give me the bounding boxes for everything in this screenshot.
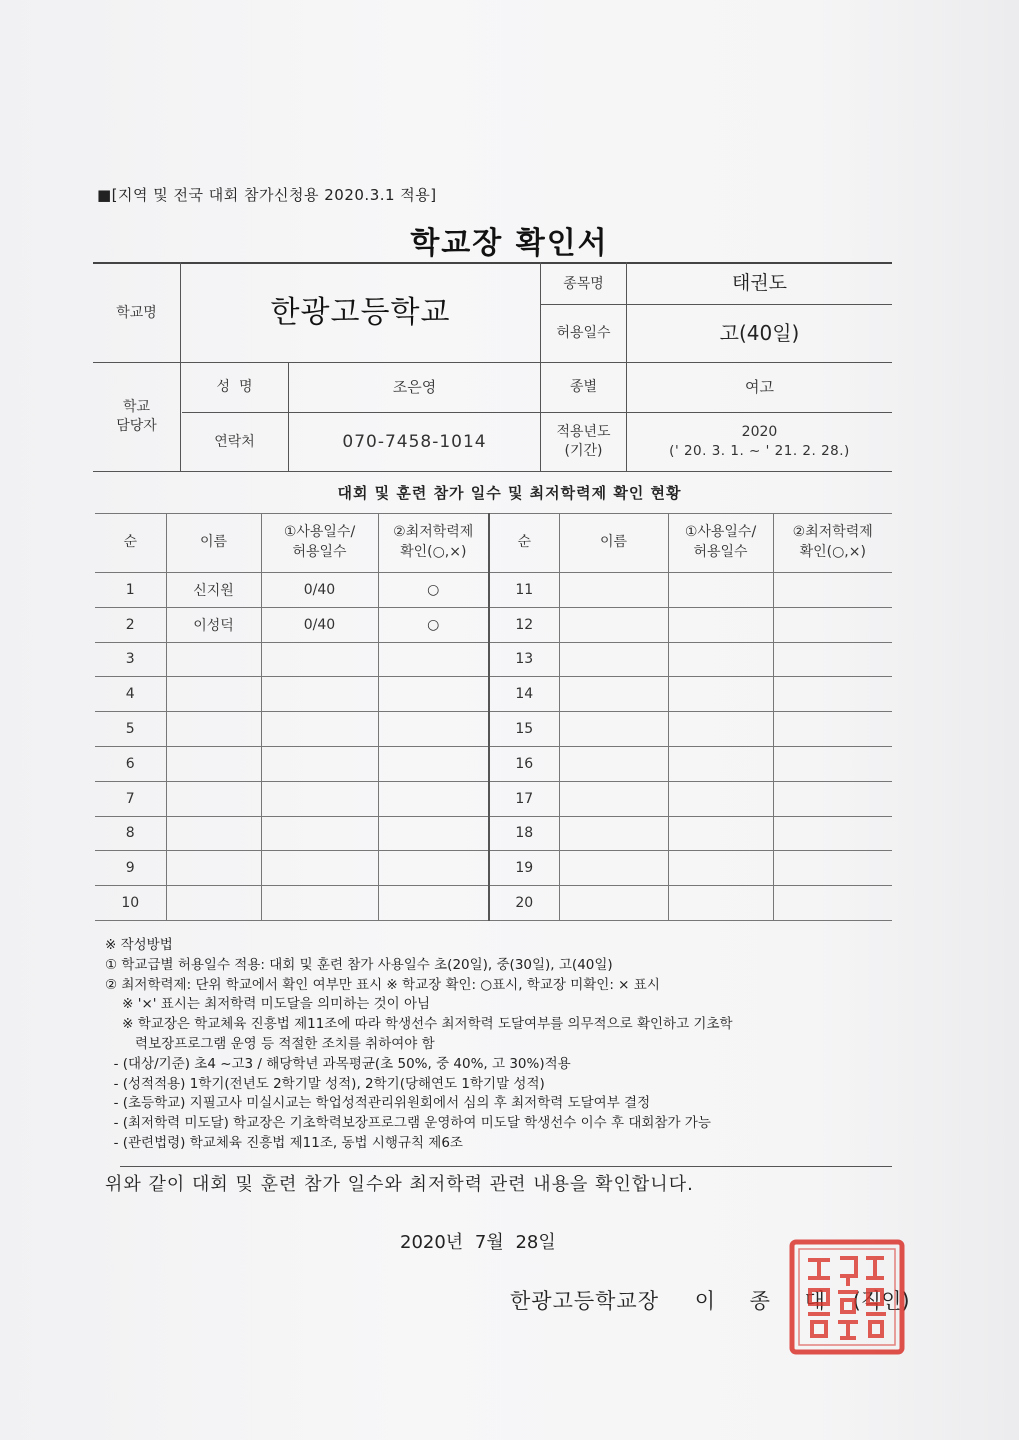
min-score-check: ○	[378, 573, 489, 608]
student-name	[559, 573, 668, 608]
contact-label: 연락처	[214, 433, 255, 450]
used-days: 0/40	[261, 573, 378, 608]
category-value: 여고	[745, 378, 774, 397]
min-score-check	[378, 642, 489, 677]
table-row	[95, 677, 892, 712]
min-score-check	[378, 851, 489, 886]
min-score-check	[378, 816, 489, 851]
note-line: ② 최저학력제: 단위 학교에서 확인 여부만 표시 ※ 학교장 확인: ○표시, 학교장 미확인: × 표시	[105, 976, 660, 993]
student-name	[166, 642, 261, 677]
row-no: 18	[489, 816, 559, 851]
used-days	[668, 642, 773, 677]
min-score-check	[378, 781, 489, 816]
student-name	[559, 712, 668, 747]
student-name	[166, 746, 261, 781]
student-name	[559, 746, 668, 781]
table-row	[95, 851, 892, 886]
min-score-check	[378, 746, 489, 781]
used-days	[261, 781, 378, 816]
row-no: 10	[95, 886, 166, 921]
student-name	[559, 886, 668, 921]
used-days	[668, 851, 773, 886]
row-no: 7	[95, 781, 166, 816]
used-days	[668, 746, 773, 781]
student-name	[559, 851, 668, 886]
row-no: 4	[95, 677, 166, 712]
apply-year-label: 적용년도 (기간)	[556, 424, 611, 459]
student-name	[559, 816, 668, 851]
signer-seal-label: (직인)	[852, 1289, 910, 1313]
min-score-check	[773, 816, 892, 851]
min-score-check: ○	[378, 607, 489, 642]
table-row	[95, 573, 892, 608]
row-no: 17	[489, 781, 559, 816]
min-score-check	[773, 712, 892, 747]
row-no: 8	[95, 816, 166, 851]
official-seal-stamp	[788, 1238, 906, 1356]
min-score-check	[773, 781, 892, 816]
used-days	[261, 851, 378, 886]
student-name	[166, 677, 261, 712]
school-name-value: 한광고등학교	[270, 294, 451, 330]
table-row	[95, 607, 892, 642]
used-days	[261, 886, 378, 921]
header-no: 순	[489, 514, 559, 573]
student-name	[166, 851, 261, 886]
used-days	[668, 712, 773, 747]
used-days	[668, 573, 773, 608]
row-no: 12	[489, 607, 559, 642]
used-days	[668, 816, 773, 851]
apply-year-period: (' 20. 3. 1. ~ ' 21. 2. 28.)	[669, 443, 850, 460]
used-days	[261, 816, 378, 851]
form-header-note: ■[지역 및 전국 대회 참가신청용 2020.3.1 적용]	[97, 186, 437, 204]
section-title: 대회 및 훈련 참가 일수 및 최저학력제 확인 현황	[337, 484, 682, 502]
header-min-score: ②최저학력제 확인(○,×)	[378, 514, 489, 573]
used-days	[668, 607, 773, 642]
table-row	[95, 816, 892, 851]
row-no: 20	[489, 886, 559, 921]
writing-instructions	[105, 936, 733, 1154]
confirmation-statement: 위와 같이 대회 및 훈련 참가 일수와 최저학력 관련 내용을 확인합니다.	[105, 1174, 694, 1195]
note-line: ※ '×' 표시는 최저학력 미도달을 의미하는 것이 아님	[105, 996, 431, 1013]
used-days	[261, 712, 378, 747]
min-score-check	[773, 642, 892, 677]
table-row	[95, 886, 892, 921]
row-no: 9	[95, 851, 166, 886]
note-line: - (관련법령) 학교체육 진흥법 제11조, 동법 시행규칙 제6조	[105, 1134, 463, 1151]
row-no: 6	[95, 746, 166, 781]
signer-school: 한광고등학교장	[510, 1289, 660, 1313]
student-name	[166, 712, 261, 747]
allowed-days-label: 허용일수	[556, 325, 611, 342]
used-days	[261, 642, 378, 677]
student-name: 신지원	[166, 573, 261, 608]
signer-name: 이 종 대	[694, 1289, 839, 1313]
row-no: 16	[489, 746, 559, 781]
row-no: 13	[489, 642, 559, 677]
row-no: 14	[489, 677, 559, 712]
min-score-check	[773, 851, 892, 886]
header-name: 이름	[559, 514, 668, 573]
row-no: 11	[489, 573, 559, 608]
used-days	[668, 886, 773, 921]
min-score-check	[773, 746, 892, 781]
table-header-row	[95, 514, 892, 573]
header-used-days: ①사용일수/ 허용일수	[668, 514, 773, 573]
note-line: ① 학교급별 허용일수 적용: 대회 및 훈련 참가 사용일수 초(20일), 중(30일), 고(40일)	[105, 956, 613, 973]
apply-year-cell	[627, 413, 892, 471]
note-line: - (대상/기준) 초4 ~고3 / 해당학년 과목평균(초 50%, 중 40%, 고 30%)적용	[105, 1055, 571, 1072]
row-no: 1	[95, 573, 166, 608]
note-line: - (초등학교) 지필고사 미실시교는 학업성적관리위원회에서 심의 후 최저학력 도달여부 결정	[105, 1095, 651, 1112]
note-line: 력보장프로그램 운영 등 적절한 조치를 취하여야 함	[105, 1035, 435, 1052]
table-row	[95, 746, 892, 781]
document-title: 학교장 확인서	[410, 226, 609, 261]
min-score-check	[773, 573, 892, 608]
school-manager-label: 학교 담당자	[116, 399, 157, 434]
student-name	[559, 677, 668, 712]
used-days	[668, 781, 773, 816]
participation-table	[95, 513, 892, 921]
student-name: 이성덕	[166, 607, 261, 642]
note-line: - (성적적용) 1학기(전년도 2학기말 성적), 2학기(당해연도 1학기말 성적)	[105, 1075, 545, 1092]
category-label: 종별	[569, 379, 598, 396]
school-name-label: 학교명	[116, 304, 157, 321]
student-name	[166, 816, 261, 851]
contact-value: 070-7458-1014	[342, 431, 487, 452]
issue-date: 2020년 7월 28일	[400, 1232, 556, 1253]
row-no: 19	[489, 851, 559, 886]
min-score-check	[773, 886, 892, 921]
used-days	[261, 677, 378, 712]
table-row	[95, 781, 892, 816]
header-no: 순	[95, 514, 166, 573]
min-score-check	[773, 677, 892, 712]
used-days: 0/40	[261, 607, 378, 642]
header-min-score: ②최저학력제 확인(○,×)	[773, 514, 892, 573]
table-row	[95, 712, 892, 747]
min-score-check	[378, 712, 489, 747]
manager-name-value: 조은영	[392, 378, 437, 397]
used-days	[261, 746, 378, 781]
manager-name-label: 성 명	[216, 379, 253, 396]
header-used-days: ①사용일수/ 허용일수	[261, 514, 378, 573]
student-name	[559, 781, 668, 816]
note-line: - (최저학력 미도달) 학교장은 기초학력보장프로그램 운영하여 미도달 학생선수 이수 후 대회참가 가능	[105, 1115, 711, 1132]
min-score-check	[378, 677, 489, 712]
min-score-check	[773, 607, 892, 642]
student-name	[166, 886, 261, 921]
allowed-days-value: 고(40일)	[719, 321, 800, 345]
apply-year-value: 2020	[741, 424, 778, 441]
note-line: ※ 학교장은 학교체육 진흥법 제11조에 따라 학생선수 최저학력 도달여부를 의무적으로 확인하고 기초학	[105, 1016, 733, 1033]
student-name	[559, 607, 668, 642]
row-no: 15	[489, 712, 559, 747]
table-row	[95, 642, 892, 677]
header-name: 이름	[166, 514, 261, 573]
min-score-check	[378, 886, 489, 921]
student-name	[559, 642, 668, 677]
student-name	[166, 781, 261, 816]
sport-value: 태권도	[731, 272, 788, 295]
row-no: 3	[95, 642, 166, 677]
row-no: 2	[95, 607, 166, 642]
sport-label: 종목명	[563, 275, 604, 292]
notes-heading: ※ 작성방법	[105, 937, 173, 953]
row-no: 5	[95, 712, 166, 747]
used-days	[668, 677, 773, 712]
